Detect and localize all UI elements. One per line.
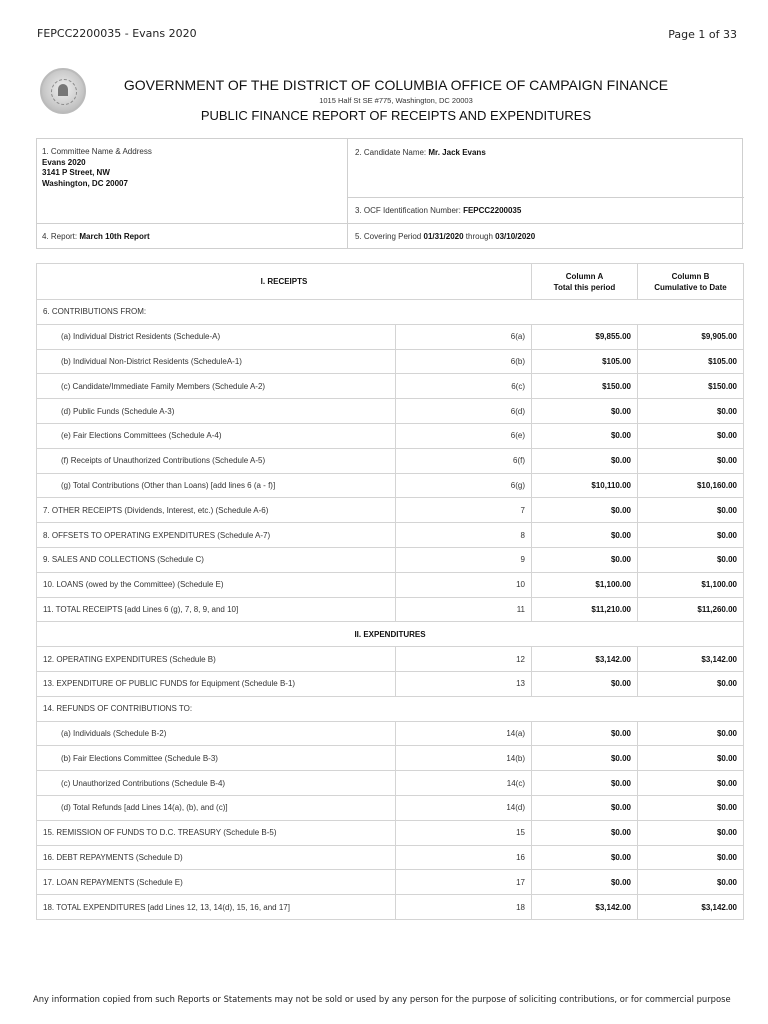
office-address: 1015 Half St SE #775, Washington, DC 20003	[319, 96, 473, 105]
row-col-a: $150.00	[532, 374, 638, 399]
table-row	[37, 647, 744, 672]
committee-name: Evans 2020	[42, 157, 86, 167]
table-row	[37, 448, 744, 473]
row-col-a: $10,110.00	[532, 473, 638, 498]
row-line: 17	[396, 870, 532, 895]
row-col-b: $0.00	[638, 820, 744, 845]
row-col-a: $0.00	[532, 771, 638, 796]
row-col-b: $3,142.00	[638, 647, 744, 672]
table-row	[37, 473, 744, 498]
row-line: 16	[396, 845, 532, 870]
row-line: 6(c)	[396, 374, 532, 399]
row-line: 14(d)	[396, 795, 532, 820]
row-col-a: $11,210.00	[532, 597, 638, 622]
table-row	[37, 795, 744, 820]
report-label: 4. Report:	[42, 232, 78, 241]
row-col-a: $0.00	[532, 820, 638, 845]
row-label: (d) Public Funds (Schedule A-3)	[37, 399, 396, 424]
row-col-a: $0.00	[532, 448, 638, 473]
row-col-b: $10,160.00	[638, 473, 744, 498]
column-b-title: Column B	[671, 271, 710, 281]
row-col-a: $105.00	[532, 349, 638, 374]
row-label: 11. TOTAL RECEIPTS [add Lines 6 (g), 7, 8, 9, and 10]	[37, 597, 396, 622]
table-row	[37, 895, 744, 920]
row-col-a: $1,100.00	[532, 572, 638, 597]
column-a-header	[532, 264, 638, 300]
row-col-a: $0.00	[532, 721, 638, 746]
committee-city: Washington, DC 20007	[42, 178, 128, 188]
expenditures-heading: II. EXPENDITURES	[37, 622, 744, 647]
candidate-label: 2. Candidate Name:	[355, 148, 427, 157]
row-col-b: $105.00	[638, 349, 744, 374]
row-col-b: $0.00	[638, 746, 744, 771]
row-line: 8	[396, 523, 532, 548]
row-label: 18. TOTAL EXPENDITURES [add Lines 12, 13, 14(d), 15, 16, and 17]	[37, 895, 396, 920]
candidate-name: Mr. Jack Evans	[428, 148, 486, 157]
table-header-row	[37, 264, 744, 300]
row-label: (c) Unauthorized Contributions (Schedule B-4)	[37, 771, 396, 796]
row-col-b: $9,905.00	[638, 324, 744, 349]
row-label: 7. OTHER RECEIPTS (Dividends, Interest, etc.) (Schedule A-6)	[37, 498, 396, 523]
table-row	[37, 870, 744, 895]
row-line: 12	[396, 647, 532, 672]
row-label: (c) Candidate/Immediate Family Members (Schedule A-2)	[37, 374, 396, 399]
table-row	[37, 399, 744, 424]
table-row	[37, 349, 744, 374]
row-line: 6(e)	[396, 423, 532, 448]
row-line: 14(b)	[396, 746, 532, 771]
document-id: FEPCC2200035 - Evans 2020	[37, 27, 197, 40]
row-line: 14(a)	[396, 721, 532, 746]
row-line: 6(b)	[396, 349, 532, 374]
row-col-a: $3,142.00	[532, 895, 638, 920]
candidate-field	[355, 148, 486, 157]
row-col-b: $0.00	[638, 771, 744, 796]
row-line: 11	[396, 597, 532, 622]
row-col-b: $150.00	[638, 374, 744, 399]
row-col-b: $0.00	[638, 845, 744, 870]
row-col-a: $0.00	[532, 845, 638, 870]
row-label: 15. REMISSION OF FUNDS TO D.C. TREASURY (Schedule B-5)	[37, 820, 396, 845]
table-row	[37, 771, 744, 796]
row-col-a: $0.00	[532, 671, 638, 696]
row-col-a: $0.00	[532, 547, 638, 572]
row-col-b: $0.00	[638, 721, 744, 746]
row-line: 9	[396, 547, 532, 572]
table-row	[37, 597, 744, 622]
committee-info-box	[36, 138, 743, 249]
row-label: 17. LOAN REPAYMENTS (Schedule E)	[37, 870, 396, 895]
committee-street: 3141 P Street, NW	[42, 168, 110, 177]
ocf-id-field	[355, 206, 521, 215]
period-field	[355, 232, 535, 241]
row-col-a: $0.00	[532, 423, 638, 448]
table-row	[37, 523, 744, 548]
row-col-a: $0.00	[532, 795, 638, 820]
committee-label: 1. Committee Name & Address	[42, 147, 152, 156]
row-col-a: $0.00	[532, 399, 638, 424]
receipts-expenditures-table	[36, 263, 744, 920]
section-row	[37, 696, 744, 721]
report-field	[42, 232, 150, 241]
row-label: (d) Total Refunds [add Lines 14(a), (b), and (c)]	[37, 795, 396, 820]
row-col-b: $0.00	[638, 547, 744, 572]
row-col-b: $0.00	[638, 399, 744, 424]
row-line: 6(d)	[396, 399, 532, 424]
row-label: 8. OFFSETS TO OPERATING EXPENDITURES (Schedule A-7)	[37, 523, 396, 548]
report-name: March 10th Report	[79, 232, 150, 241]
row-line: 14(c)	[396, 771, 532, 796]
table-row	[37, 820, 744, 845]
row-label: 13. EXPENDITURE OF PUBLIC FUNDS for Equipment (Schedule B-1)	[37, 671, 396, 696]
row-label: (f) Receipts of Unauthorized Contributions (Schedule A-5)	[37, 448, 396, 473]
row-label: (b) Individual Non-District Residents (ScheduleA-1)	[37, 349, 396, 374]
row-col-b: $0.00	[638, 448, 744, 473]
row-col-b: $0.00	[638, 671, 744, 696]
row-col-b: $11,260.00	[638, 597, 744, 622]
table-row	[37, 547, 744, 572]
row-col-a: $0.00	[532, 870, 638, 895]
row-label: (a) Individuals (Schedule B-2)	[37, 721, 396, 746]
period-from: 01/31/2020	[423, 232, 464, 241]
row-label: 16. DEBT REPAYMENTS (Schedule D)	[37, 845, 396, 870]
table-row	[37, 498, 744, 523]
receipts-heading: I. RECEIPTS	[37, 264, 532, 300]
row-line: 6(a)	[396, 324, 532, 349]
table-row	[37, 671, 744, 696]
row-col-b: $0.00	[638, 498, 744, 523]
row-col-a: $0.00	[532, 523, 638, 548]
row-label: (a) Individual District Residents (Schedule-A)	[37, 324, 396, 349]
report-title: PUBLIC FINANCE REPORT OF RECEIPTS AND EXPENDITURES	[200, 108, 592, 123]
row-col-b: $0.00	[638, 870, 744, 895]
table-row	[37, 746, 744, 771]
row-label: 9. SALES AND COLLECTIONS (Schedule C)	[37, 547, 396, 572]
ocf-id: FEPCC2200035	[463, 206, 522, 215]
row-col-a: $0.00	[532, 498, 638, 523]
row-label: 12. OPERATING EXPENDITURES (Schedule B)	[37, 647, 396, 672]
table-row	[37, 845, 744, 870]
usage-notice: Any information copied from such Reports or Statements may not be sold or used by any person for the purpose of soliciting contributions, or for commercial purpose	[33, 994, 731, 1004]
period-to: 03/10/2020	[495, 232, 536, 241]
table-row	[37, 423, 744, 448]
row-col-b: $0.00	[638, 795, 744, 820]
row-label: 10. LOANS (owed by the Committee) (Schedule E)	[37, 572, 396, 597]
section-row	[37, 300, 744, 325]
table-row	[37, 324, 744, 349]
period-label: 5. Covering Period	[355, 232, 422, 241]
section-row	[37, 622, 744, 647]
row-line: 18	[396, 895, 532, 920]
office-title: GOVERNMENT OF THE DISTRICT OF COLUMBIA OFFICE OF CAMPAIGN FINANCE	[123, 77, 669, 93]
committee-block	[42, 147, 152, 189]
row-col-b: $0.00	[638, 423, 744, 448]
row-line: 10	[396, 572, 532, 597]
row-col-a: $3,142.00	[532, 647, 638, 672]
table-row	[37, 721, 744, 746]
ocf-label: 3. OCF Identification Number:	[355, 206, 461, 215]
row-col-a: $9,855.00	[532, 324, 638, 349]
row-label: (g) Total Contributions (Other than Loans) [add lines 6 (a - f)]	[37, 473, 396, 498]
row-label: (e) Fair Elections Committees (Schedule A-4)	[37, 423, 396, 448]
row-line: 13	[396, 671, 532, 696]
row-col-b: $0.00	[638, 523, 744, 548]
row-col-a: $0.00	[532, 746, 638, 771]
column-a-subtitle: Total this period	[553, 282, 616, 292]
period-through: through	[465, 232, 493, 241]
row-line: 7	[396, 498, 532, 523]
row-col-b: $1,100.00	[638, 572, 744, 597]
row-col-b: $3,142.00	[638, 895, 744, 920]
refunds-to-label: 14. REFUNDS OF CONTRIBUTIONS TO:	[37, 696, 744, 721]
column-b-subtitle: Cumulative to Date	[654, 282, 727, 292]
column-b-header	[638, 264, 744, 300]
table-row	[37, 572, 744, 597]
table-row	[37, 374, 744, 399]
page-number: Page 1 of 33	[668, 28, 737, 41]
row-line: 6(g)	[396, 473, 532, 498]
column-a-title: Column A	[565, 271, 604, 281]
row-label: (b) Fair Elections Committee (Schedule B-3)	[37, 746, 396, 771]
row-line: 6(f)	[396, 448, 532, 473]
row-line: 15	[396, 820, 532, 845]
contributions-from-label: 6. CONTRIBUTIONS FROM:	[37, 300, 744, 325]
